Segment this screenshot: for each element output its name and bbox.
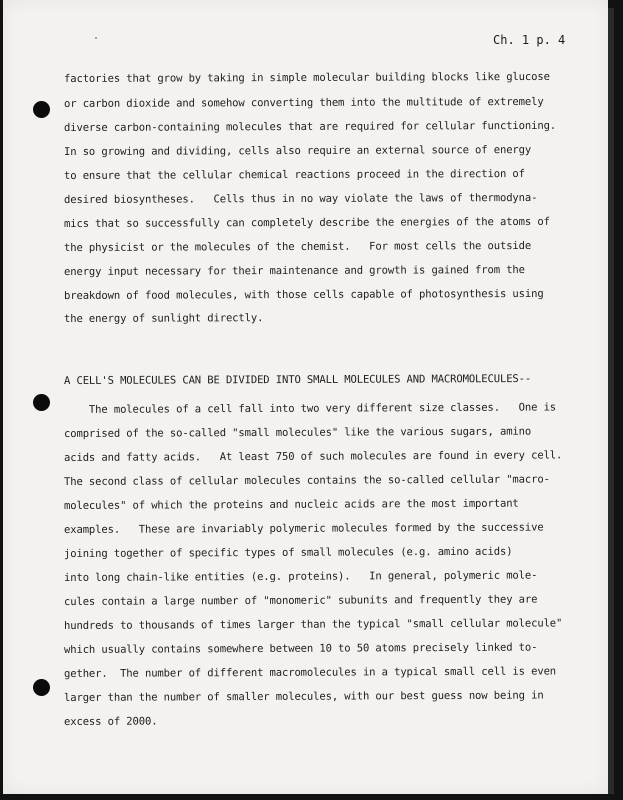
- text-line: molecules" of which the proteins and nucleic acids are the most important: [63, 497, 519, 512]
- text-line: hundreds to thousands of times larger than the typical "small cellular molecule": [63, 617, 563, 632]
- text-line: The second class of cellular molecules contains the so-called cellular "macro-: [63, 473, 550, 488]
- text-line: examples. These are invariably polymeric molecules formed by the successive: [63, 521, 544, 536]
- text-line: larger than the number of smaller molecules, with our best guess now being in: [63, 689, 544, 704]
- binder-hole-bottom: [33, 679, 50, 696]
- text-line: into long chain-like entities (e.g. proteins). In general, polymeric mole-: [63, 569, 538, 584]
- text-line: the physicist or the molecules of the chemist. For most cells the outside: [63, 239, 532, 254]
- text-line: mics that so successfully can completely describe the energies of the atoms of: [63, 215, 550, 230]
- text-line: excess of 2000.: [63, 715, 158, 728]
- text-line: energy input necessary for their maintenance and growth is gained from the: [63, 263, 525, 278]
- text-line: The molecules of a cell fall into two very different size classes. One is: [63, 401, 557, 416]
- text-line: acids and fatty acids. At least 750 of such molecules are found in every cell.: [63, 449, 563, 464]
- text-line: joining together of specific types of small molecules (e.g. amino acids): [63, 545, 513, 560]
- paper-speck: [95, 37, 97, 39]
- text-line: gether. The number of different macromolecules in a typical small cell is even: [63, 665, 557, 680]
- text-line: desired biosyntheses. Cells thus in no way violate the laws of thermodyna-: [63, 191, 538, 206]
- page-reference: Ch. 1 p. 4: [493, 33, 566, 47]
- text-line: to ensure that the cellular chemical reactions proceed in the direction of: [63, 167, 525, 182]
- text-line: the energy of sunlight directly.: [63, 312, 264, 325]
- text-line: comprised of the so-called "small molecules" like the various sugars, amino: [63, 425, 532, 440]
- text-line: breakdown of food molecules, with those cells capable of photosynthesis using: [63, 287, 544, 302]
- text-line: diverse carbon-containing molecules that are required for cellular functioning.: [63, 119, 557, 134]
- text-line: cules contain a large number of "monomeric" subunits and frequently they are: [63, 593, 538, 608]
- text-line: In so growing and dividing, cells also require an external source of energy: [63, 143, 532, 158]
- binder-hole-top: [33, 101, 50, 118]
- section-heading: A CELL'S MOLECULES CAN BE DIVIDED INTO SMALL MOLECULES AND MACROMOLECULES--: [63, 372, 532, 387]
- page-edge-shadow: [608, 8, 614, 794]
- text-line: which usually contains somewhere between 10 to 50 atoms precisely linked to-: [63, 641, 538, 656]
- binder-hole-middle: [33, 394, 50, 411]
- text-line: or carbon dioxide and somehow converting them into the multitude of extremely: [63, 95, 544, 110]
- text-line: factories that grow by taking in simple molecular building blocks like glucose: [63, 70, 550, 85]
